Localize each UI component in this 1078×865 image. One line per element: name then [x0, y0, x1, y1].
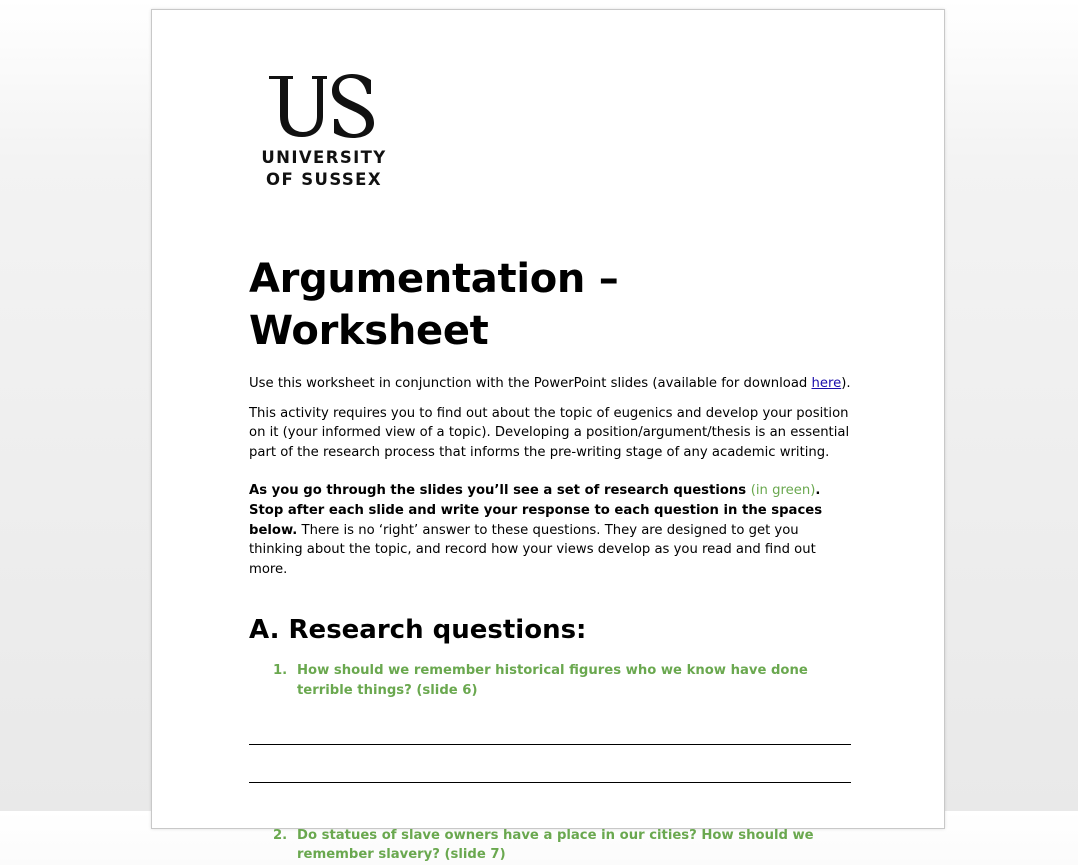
question-text: Do statues of slave owners have a place in our cities? How should we remember slavery? (slide 7): [297, 827, 814, 863]
question-number: 1.: [273, 663, 288, 679]
question-1: [273, 661, 851, 700]
question-number: 2.: [273, 827, 288, 843]
instructions-paragraph: [249, 481, 851, 579]
question-2: [273, 826, 851, 865]
logo-line-1: UNIVERSITY: [261, 148, 387, 167]
section-heading: A. Research questions:: [249, 615, 587, 646]
answer-line-1b[interactable]: [249, 745, 851, 783]
instructions-bold-1: As you go through the slides you’ll see a set of research questions: [249, 483, 751, 499]
download-link[interactable]: here: [811, 376, 842, 391]
intro-text: Use this worksheet in conjunction with the PowerPoint slides (available for download: [249, 376, 812, 391]
answer-line-1a[interactable]: [249, 707, 851, 745]
logo-line-2: OF SUSSEX: [266, 170, 382, 189]
document-page: [151, 9, 945, 863]
logo-wordmark: [259, 147, 389, 191]
activity-paragraph: This activity requires you to find out about the topic of eugenics and develop your position on it (your informed view of a topic). Developing a position/argument/thesis is an essential part of the research process that informs the pre-writing stage of any academic writing.: [249, 405, 850, 460]
university-logo: [259, 72, 389, 192]
us-logo-mark: [267, 72, 377, 138]
document-body: [249, 253, 851, 865]
document-title: Argumentation – Worksheet: [249, 256, 619, 354]
intro-paragraph: [249, 374, 851, 394]
instructions-bold-2: . Stop after each slide and write your response to each question in the spaces below.: [249, 483, 823, 538]
question-text: How should we remember historical figures who we know have done terrible things? (slide 6): [297, 663, 808, 698]
instructions-green: (in green): [750, 483, 816, 499]
intro-text-end: ).: [841, 376, 851, 391]
instructions-rest: There is no ‘right’ answer to these questions. They are designed to get you thinking about the topic, and record how your views develop as you read and find out more.: [249, 522, 816, 577]
